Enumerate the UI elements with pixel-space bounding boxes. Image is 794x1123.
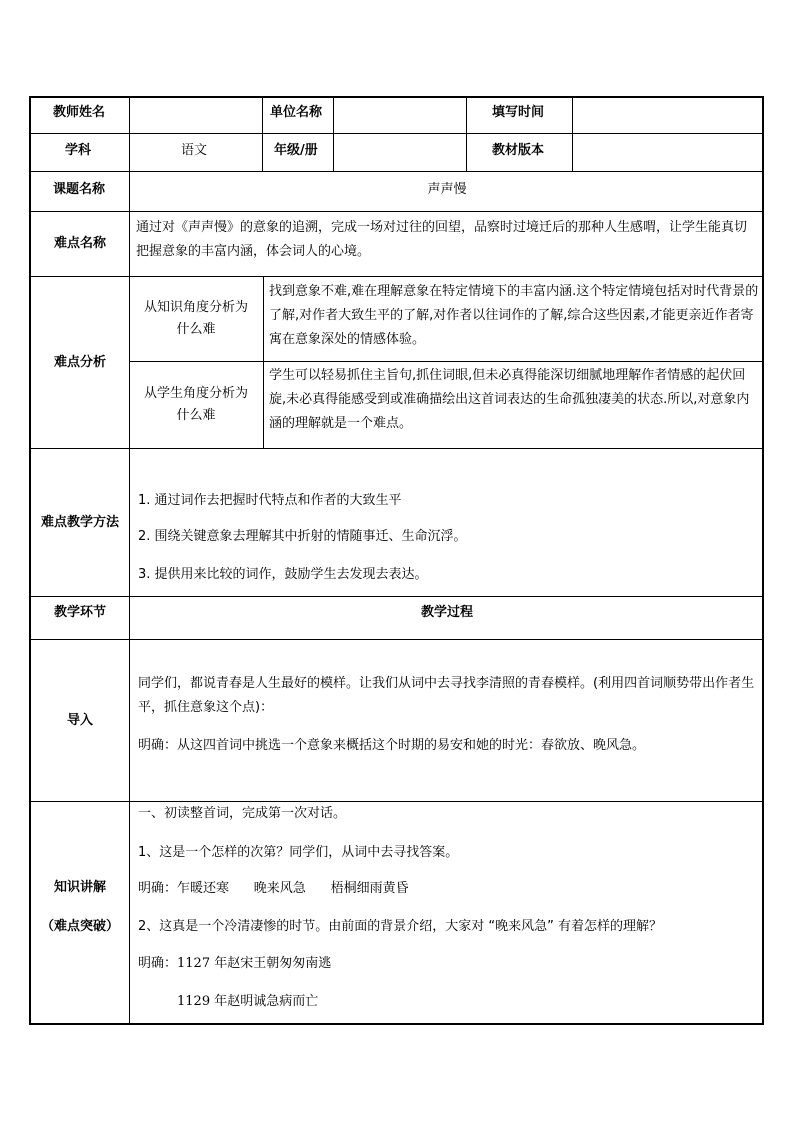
intro-conclusion: 明确：从这四首词中挑选一个意象来概括这个时期的易安和她的时光：春欲放、晚风急。 xyxy=(138,738,646,753)
knowledge-line: 2、这真是一个冷清凄惨的时节。由前面的背景介绍，大家对 “晚来风急” 有着怎样的理解？ xyxy=(138,919,663,934)
textbook-label: 教材版本 xyxy=(492,143,545,158)
knowledge-angle-text: 找到意象不难,难在理解意象在特定情境下的丰富内涵.这个特定情境包括对时代背景的了解,对作者大致生平的了解,对作者以往词作的了解,综合这些因素,才能更亲近作者寄寓在意象深处的情感体验。 xyxy=(269,284,759,347)
teaching-method-item: 3. 提供用来比较的词作，鼓励学生去发现去表达。 xyxy=(138,567,428,582)
column-divider xyxy=(129,98,130,1025)
subject-value: 语文 xyxy=(181,143,208,158)
student-angle-label: 从学生角度分析为什么难 xyxy=(143,386,248,423)
column-divider xyxy=(466,98,467,171)
unit-name-label: 单位名称 xyxy=(270,105,323,120)
row-divider xyxy=(31,448,764,449)
fill-time-label: 填写时间 xyxy=(492,105,545,120)
knowledge-line: 1、这是一个怎样的次第？同学们，从词中去寻找答案。 xyxy=(138,845,459,860)
knowledge-line: 明确：乍暖还寒 晚来风急 梧桐细雨黄昏 xyxy=(138,881,409,896)
column-divider xyxy=(572,98,573,171)
knowledge-line: 明确：1127 年赵宋王朝匆匆南逃 xyxy=(138,956,332,971)
student-angle-text: 学生可以轻易抓住主旨句,抓住词眼,但未必真得能深切细腻地理解作者情感的起伏回旋,未必真得能感受到或准确描绘出这首词表达的生命孤独凄美的状态.所以,对意象内涵的理解就是一个难点。 xyxy=(269,368,750,431)
knowledge-angle-label: 从知识角度分析为什么难 xyxy=(143,300,248,337)
stage-header: 教学环节 xyxy=(53,605,106,620)
row-divider xyxy=(31,133,764,134)
row-divider xyxy=(31,211,764,212)
teaching-method-item: 2. 围绕关键意象去理解其中折射的情随事迁、生命沉浮。 xyxy=(138,529,467,544)
difficulty-analysis-label: 难点分析 xyxy=(53,354,106,370)
row-divider xyxy=(31,639,764,640)
intro-label: 导入 xyxy=(66,712,93,728)
topic-value: 声声慢 xyxy=(427,182,467,197)
knowledge-sublabel: （难点突破） xyxy=(40,919,119,934)
intro-paragraph: 同学们，都说青春是人生最好的模样。让我们从词中去寻找李清照的青春模样。(利用四首词顺势带出作者生平，抓住意象这个点)： xyxy=(138,676,755,715)
teaching-method-label: 难点教学方法 xyxy=(40,514,119,530)
topic-label: 课题名称 xyxy=(53,182,106,197)
lesson-plan-table xyxy=(29,96,764,1025)
teaching-method-item: 1. 通过词作去把握时代特点和作者的大致生平 xyxy=(138,493,402,508)
process-header: 教学过程 xyxy=(420,605,473,620)
grade-label: 年级/册 xyxy=(274,143,318,158)
knowledge-label: 知识讲解 xyxy=(53,880,106,895)
knowledge-line: 一、初读整首词，完成第一次对话。 xyxy=(138,806,347,821)
knowledge-line: 1129 年赵明诚急病而亡 xyxy=(177,994,319,1009)
row-divider xyxy=(31,171,764,172)
subject-label: 学科 xyxy=(65,143,92,158)
row-divider xyxy=(31,276,764,277)
column-divider xyxy=(333,98,334,171)
teacher-name-label: 教师姓名 xyxy=(53,105,106,120)
column-divider xyxy=(263,276,264,448)
column-divider xyxy=(262,98,263,171)
difficulty-name-text: 通过对《声声慢》的意象的追溯，完成一场对过往的回望，品察时过境迁后的那种人生感喟，让学生能真切把握意象的丰富内涵，体会词人的心境。 xyxy=(136,220,748,259)
difficulty-name-label: 难点名称 xyxy=(53,236,106,251)
row-divider xyxy=(31,801,764,802)
